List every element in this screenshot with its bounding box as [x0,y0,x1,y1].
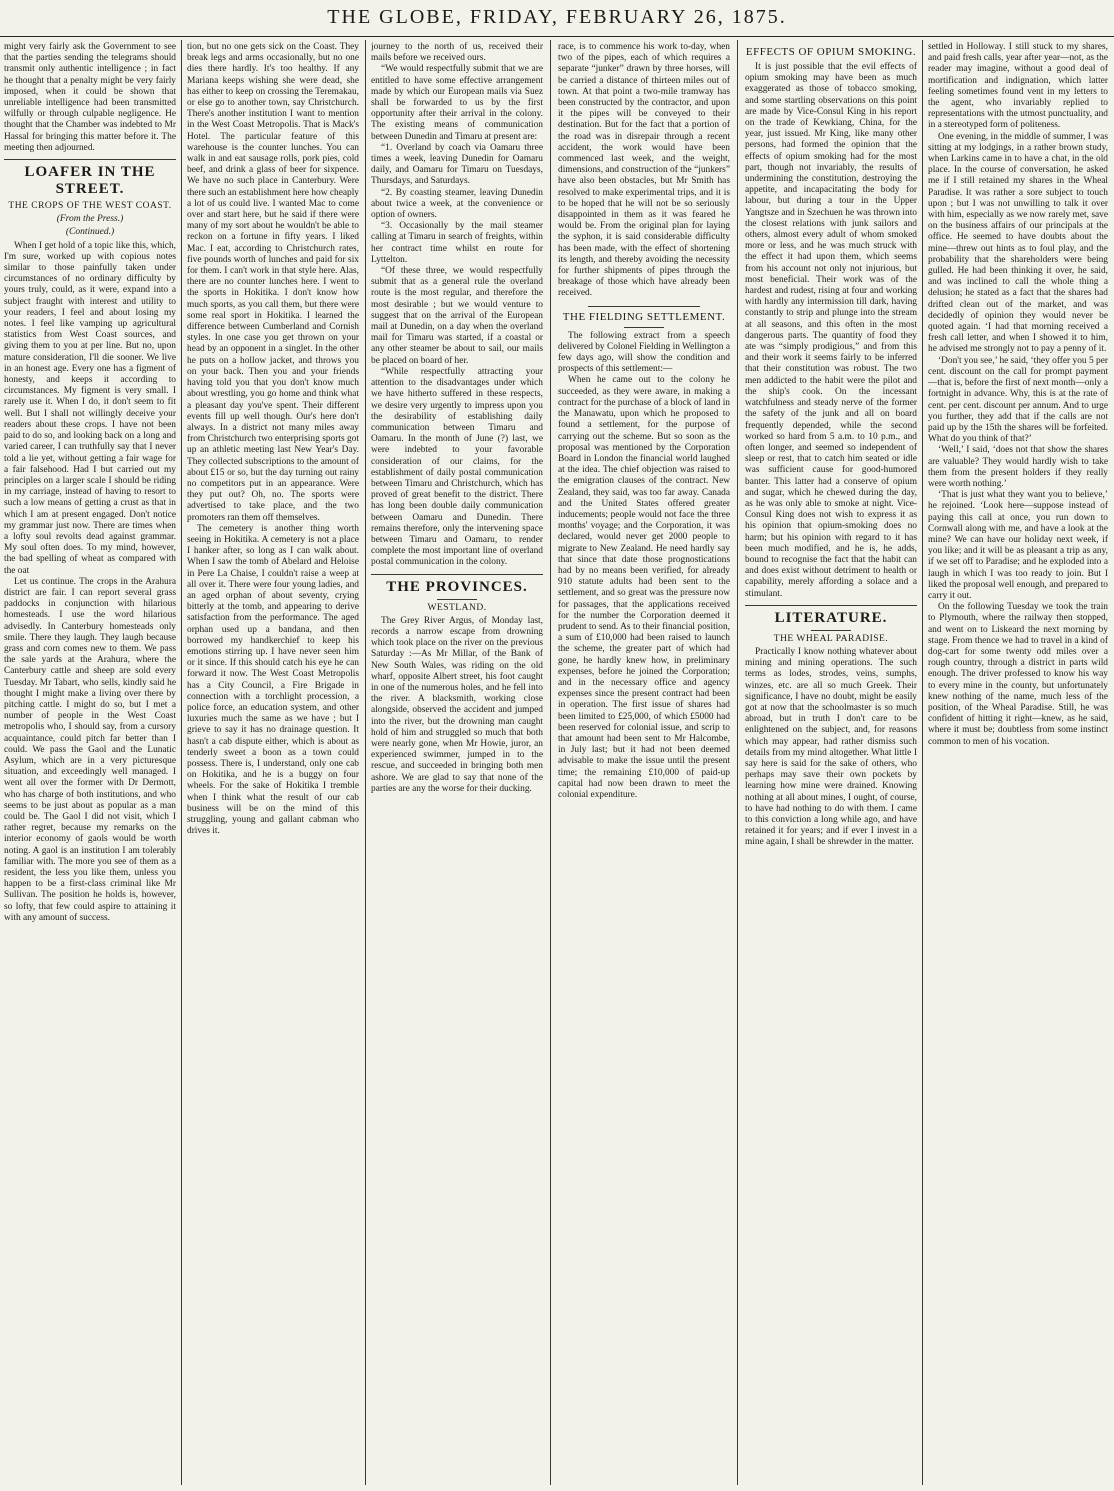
short-rule [811,630,851,631]
literature-paragraph: ‘Well,’ I said, ‘does not that show the shares are valuable? They would hardly wish to take them from the present holders if they really were worth nothing.’ [928,445,1108,489]
loafer-paragraph: The cemetery is another thing worth seeing in Hokitika. A cemetery is not a place I hanker after, so long as I can walk about. When I saw the tomb of Abelard and Heloise in Pere La Chaise, I couldn't raise a weep at all over it. There were four young ladies, and an aged orphan of about seventy, crying bitterly at the tomb, and appearing to derive satisfaction from the performance. The aged orphan used up a bandana, and then borrowed my handkerchief to keep his emotions stirring up. I have never seen him or it since. If this should catch his eye he can forward it now. The West Coast Metropolis has a City Council, a Fire Brigade in connection with a torchlight procession, a police force, an education system, and other luxuries much the same as we have ; but I grieve to say it has no drainage question. It hasn't a cab dispute either, which is about as tenderly sweet a boon as a town could possess. There is, I understand, only one cab on Hokitika, and he is a buggy on four wheels. For the sake of Hokitika I tremble when I think what the result of our cab business will be on the mind of this struggling, young and gallant cabman who drives it. [187,523,359,837]
provinces-paragraph: The Grey River Argus, of Monday last, records a narrow escape from drowning which took place on the river on the previous Saturday :—As Mr Millar, of the Bank of New South Wales, was riding on the old wharf, opposite Albert street, his foot caught in one of the numerous holes, and he fell into the river. A blacksmith, working close alongside, observed the accident and jumped into the river, but the drowning man caught hold of him and struggled so much that both were nearly gone, when Mr Howie, juror, an experienced swimmer, jumped in to the rescue, and succeeded in bringing both men ashore. We are glad to say that none of the parties are any the worse for their ducking. [371,615,543,794]
fielding-heading: THE FIELDING SETTLEMENT. [562,310,726,323]
loafer-paragraph: tion, but no one gets sick on the Coast. They break legs and arms occasionally, but no one dies there hardly. It's too healthy. If any Mariana keeps wishing she were dead, she has either to keep on crossing the Teremakau, or else go to another town, say Christchurch. There's another institution I want to mention in the West Coast Metropolis. That is Mack's Hotel. The particular feature of this warehouse is the counter lunches. You can walk in and eat sausage rolls, pork pies, cold beef, and drink a glass of beer for sixpence. We have no such place in Canterbury. Were there such an establishment here how cheaply a lot of us could live. I wanted Mac to come over and start here, but he said if there were many of my sort about he wouldn't be able to reckon on a fortune in fifty years. I liked Mac. I eat, according to Christchurch rates, five pounds worth of lunches and paid for six for them. I can't work in that style here. Alas, there are no counter lunches here. I went to the sports in Hokitika. I don't know how much sports, as you call them, but there were some real sport in Hokitika. I learned the difference between Cumberland and Cornish styles. In one case you get thrown on your head by an opponent in a singlet. In the other he puts on a hollow jacket, and throws you on your back. Then you and your friends having told you that you don't know much about wrestling, you go home and think what a pleasant day you've spent. Their different events fill up well though. Our's here don't always. In a district not many miles away from Christchurch two enterprising sports got up an athletic meeting last New Year's Day. They collected subscriptions to the amount of about £15 or so, but the day turning out rainy no competitors put in an appearance. Were they put out? Oh, no. The sports were advertised to take place, and the two promoters ran them off themselves. [187,42,359,523]
masthead-rule [0,36,1114,37]
provinces-heading: THE PROVINCES. [386,578,528,595]
postal-paragraph: “While respectfully attracting your attention to the disadvantages under which we have hitherto suffered in these respects, we desire very urgently to impress upon you the desirability of establishing daily communication between Timaru and Oamaru. In the month of June (?) last, we were indebted to your favorable consideration of our claims, for the establishment of daily postal communication between Timaru and Christchurch, which has proved of great benefit to the district. There has long been double daily communication between Oamaru and Dunedin. There remains therefore, only the intervening space between Timaru and Oamaru, to render complete the most important line of overland postal communication in the colony. [371,366,543,568]
fielding-paragraph: When he came out to the colony he succeeded, as they were aware, in making a contract for the purchase of a block of land in the Manawatu, upon which he proposed to found a settlement, for the purpose of carrying out the scheme. But so soon as the proposal was mentioned by the Corporation Board in London the financial world laughed at the idea. The chief objection was raised to the emigration clauses of the contract. New Zealand, they said, was too far away. Canada and the United States offered greater inducements; people would not face the three months' voyage; and the Corporation, it was declared, would never get 2000 people to migrate to New Zealand. He need hardly say that since that date those prognostications had by no means been verified, for already 910 statute adults had been sent to the settlement, and so great was the pressure now for passages, that the applications received for the number the Corporation deemed it prudent to send. As to their financial position, a sum of £10,000 had been raised to launch the scheme, the greater part of which had gone, he hardly knew how, in preliminary expenses, before he joined the Corporation; and in the necessary office and agency expenses since the present contract had been in operation. The first issue of shares had been limited to £25,000, of which £5000 had been reserved for colonial issue, and scrip to that amount had been sent to Mr Halcombe, in July last; but it had not been deemed advisable to make the issue until the present time; the remaining £10,000 of paid-up capital had now been drawn to meet the colonial expenditure. [558,375,730,800]
literature-paragraph: On the following Tuesday we took the train to Plymouth, where the railway then stopped, and went on to Liskeard the next morning by stage. From thence we had to travel in a kind of dog-cart for some twenty odd miles over a rough country, through a district in parts wild enough. The driver professed to know his way to every mine in the county, but unfortunately knew nothing of the name, much less of the position, of the Wheal Paradise. Still, he was confident of hitting it right—knew, as he said, where it must be; doubtless from some instinct common to men of his vocation. [928,602,1108,747]
literature-paragraph: ‘Don't you see,’ he said, ‘they offer you 5 per cent. discount on the call for prompt payment—that is, before the first of next month—only a fortnight in advance. Why, this is at the rate of cent. per cent. discount per annum. And to urge you further, they add that if the calls are not paid up by the 15th the shares will be forfeited. What do you think of that?’ [928,355,1108,445]
literature-paragraph: ‘That is just what they want you to believe,’ he rejoined. ‘Look here—suppose instead of paying this call at once, you run down to Cornwall along with me, and have a look at the mine? We can have our holiday next week, if you like; and it will be as pleasant a trip as any, if we set off to Paradise; and he exploded into a laugh in which I was too ready to join. But I liked the proposal well enough, and prepared to carry it out. [928,490,1108,601]
section-rule [4,159,176,160]
postal-paragraph: “2. By coasting steamer, leaving Dunedin about twice a week, at the convenience or option of owners. [371,187,543,221]
fielding-paragraph: The following extract from a speech delivered by Colonel Fielding in Wellington a few days ago, will show the condition and prospects of this settlement:— [558,330,730,375]
short-rule [437,599,477,600]
column-divider [181,40,182,1485]
loafer-continued: (Continued.) [65,227,115,238]
section-rule [371,574,543,575]
opium-heading: EFFECTS OF OPIUM SMOKING. [745,46,917,58]
loafer-paragraph: When I get hold of a topic like this, which, I'm sure, worked up with copious notes similar to those painfully taken under circumstances of no ordinary difficulty by yours truly, could, as it were, expand into a subject fraught with interest and utility to your readers, I feel and about losing my notes. I feel like vamping up agricultural statistics from West Coast sources, and giving them to you at per line. But no, upon mature consideration, I'll die sooner. We live in an honest age. Every one has a figment of honesty, and keeps it according to circumstances. My figment is very small. I rarely use it. When I do, it don't seem to fit well. But I shall not willingly deceive your readers about these crops. I have not been paid to do so, and looking back on a long and varied career, I can truthfully say that I never told a lie yet, without getting a fair wage for a fair falsehood. Had I but carried out my principles on a larger scale I should be riding in my carriage, instead of having to resort to such a low means of getting a crust as that in which I am at present engaged. Don't notice my grammar just now. There are times when a lofty soul revolts dead against grammar. My soul often does. To my mind, however, the bad spelling of wheat as compared with the oat [4,240,176,576]
column-2 [187,42,359,1482]
postal-paragraph: “1. Overland by coach via Oamaru three times a week, leaving Dunedin for Oamaru daily, and Oamaru for Timaru on Tuesdays, Thursdays, and Saturdays. [371,142,543,187]
postal-paragraph: journey to the north of us, received their mails before we received ours. [371,42,543,64]
section-rule [588,306,700,307]
column-divider [922,40,923,1485]
column-3 [371,42,543,1482]
literature-heading: LITERATURE. [774,609,888,626]
short-rule [624,327,664,328]
postal-paragraph: “We would respectfully submit that we are entitled to have some effective arrangement made by which our European mails via Suez shall be forwarded to us by the first opportunity after their arrival in the colony. The existing means of communication between Dunedin and Timaru at present are: [371,64,543,142]
column-divider [365,40,366,1485]
section-rule [745,605,917,606]
wheal-paradise-subheading: THE WHEAL PARADISE. [773,633,889,644]
column-divider [550,40,551,1485]
masthead: THE GLOBE, FRIDAY, FEBRUARY 26, 1875. [327,6,787,28]
postal-paragraph: “Of these three, we would respectfully submit that as a general rule the overland route is the most regular, and therefore the most desirable ; but we would venture to suggest that on the arrival of the European mail at Dunedin, on a day when the overland mail for Timaru was started, if a coastal or any other steamer be about to sail, our mails be placed on board of her. [371,266,543,366]
column-divider [737,40,738,1485]
column-4 [558,42,730,1482]
loafer-source: (From the Press.) [56,214,124,225]
opium-paragraph: It is just possible that the evil effects of opium smoking may have been as much exaggerated as those of tobacco smoking, and some startling observations on this point are made by Vice-Consul King in his report on the trade of Kewkiang, China, for the year, just issued. Mr King, like many other persons, had formed the opinion that the effects of opium smoking had for the most part, though not invariably, the results of undermining the constitution, destroying the appetite, and incapacitating the body for labour, but during a tour in the Upper Yangtsze and in Szechuen he was thrown into the closest relations with junk sailors and others, almost every adult of whom smoked more or less, and he was much struck with the effect it had upon them, which seems from his account not only not injurious, but most beneficial. Their work was of the hardest and rudest, rising at four and working with hardly any intermission till dark, having constantly to strip and plunge into the stream at all seasons, and this often in the most dangerous parts. The quantity of food they ate was “simply prodigious,” and from this and their work it seems fairly to be inferred that their constitution was robust. The two men addicted to the habit were the pilot and the ship's cook. On the incessant watchfulness and steady nerve of the former the safety of the junk and all on board frequently depended, while the second worked so hard from 5 a.m. to 10 p.m., and often longer, and seemed so independent of sleep or rest, that to catch him seated or idle was sufficient cause for good-humored banter. This latter had a conserve of opium and sugar, which he chewed during the day, as he was only able to smoke at night. Vice-Consul King does not wish to express it as his opinion that opium-smoking does no harm; but his opinion with regard to it has been much modified, and he is, he adds, bound to recognise the fact that the habit can and does exist without detriment to health or capability, merely affording a solace and a stimulant. [745,62,917,599]
literature-paragraph: settled in Holloway. I still stuck to my shares, and paid fresh calls, year after year—not, as the reader may imagine, without a good deal of mortification and indignation, which latter feeling sometimes found vent in my letters to the agent, who invariably replied to representations with the utmost punctuality, and in a stereotyped form of politeness. [928,42,1108,131]
loafer-heading: LOAFER IN THE STREET. [24,164,156,198]
column-5 [745,42,917,1482]
westland-subheading: WESTLAND. [427,602,487,613]
provinces-paragraph: race, is to commence his work to-day, when two of the pipes, each of which requires a separate “junker” drawn by three horses, will be carried a distance of thirteen miles out of town. At that point a two-mile tramway has been constructed by the contractor, and upon it the pipes will be conveyed to their destination. But for the fact that a portion of the road was in disrepair through a recent accident, the work would have been commenced last week, and the weight, dimensions, and construction of the “junkers” have also been obstacles, but Mr Smith has resolved to make experimental trips, and it is to be hoped that he will not be so seriously disappointed in them as it was feared he would be. From the original plan for laying the syphon, it is said considerable difficulty has been made, with the effect of shortening its length, and thereby avoiding the necessity for further shipments of pipes through the breakage of those which have already been received. [558,42,730,299]
literature-paragraph: Practically I know nothing whatever about mining and mining operations. The such terms as lodes, strodes, veins, sumphs, winzes, etc. are all so much Greek. Their significance, I have no doubt, might be easily got at now that the schoolmaster is so much abroad, but in truth I don't care to be enlightened on the subject, and, for reasons which may appear, had rather dismiss such details from my mind altogether. What little I say here is said for the sake of others, who perhaps may save their own pockets by learning how mine were drained. Knowing nothing at all about mines, I ought, of course, to have had nothing to do with them. I came to this conviction a long while ago, and have retained it for years; and if ever I invest in a mine again, I shall be shrewder in the matter. [745,646,917,848]
chamber-meeting-paragraph: might very fairly ask the Government to see that the parties sending the telegrams should transmit only authentic intelligence ; in fact he thought that a penalty might be very fairly imposed, when it could be shown that unreliable intelligence had been transmitted wilfully or through culpable negligence. He thought that the Chamber was indebted to Mr Hassal for bringing this matter before it. The meeting then adjourned. [4,42,176,153]
literature-paragraph: One evening, in the middle of summer, I was sitting at my lodgings, in a rather brown study, when Larkins came in to have a chat, in the old place. In the course of conversation, he asked me if I still retained my shares in the Wheal Paradise. It was rather a sore subject to touch upon ; but I was not unwilling to talk it over with him, especially as we now rarely met, save on the business affairs of our principals at the office. He seemed to have doubts about the mine—threw out hints as to foul play, and the probability that the shareholders were being gulled. He had been thinking it over, he said, and was inclined to call the whole thing a delusion; he stated as a fact that the shares had drifted clean out of the market, and was decidedly of opinion they would never be quoted again. ‘I had that morning received a fresh call letter, and when I showed it to him, he advised me strongly not to pay a penny of it. [928,131,1108,355]
column-1 [4,42,176,1482]
postal-paragraph: “3. Occasionally by the mail steamer calling at Timaru in search of freights, within her contract time whilst en route for Lyttelton. [371,221,543,265]
loafer-subheading: THE CROPS OF THE WEST COAST. [8,201,172,212]
loafer-paragraph: Let us continue. The crops in the Arahura district are fair. I can report several grass paddocks in conjunction with hilarious homesteads. I use the word hilarious advisedly. In Canterbury homesteads only smile. There they laugh. They laugh because grass and corn comes new to them. We pass the sale yards at the Arahura, where the Canterbury cattle and sheep are sold every Tuesday. Mr Tabart, who sells, kindly said he thought I might make a living over there by pitching cattle. I might do so, but I met a number of people in the West Coast metropolis who, I should say, from a cursory acquaintance, could pitch far better than I could. We pass the Gaol and the Lunatic Asylum, which are in a very picturesque situation, and exceedingly well managed. I went all over the former with Dr Dermott, who has charge of both institutions, and who seems to be just about as popular as a man could be. The Gaol I did not visit, which I rather regret, because my remarks on the interior economy of gaols would be worth noting. A gaol is an institution I am tolerably familiar with. The more you see of them as a resident, the less you like them, unless you happen to be a first-class criminal like Mr Sullivan. The position he holds is, however, so lofty, that few could aspire to attaining it with any amount of success. [4,576,176,923]
column-6 [928,42,1108,1482]
